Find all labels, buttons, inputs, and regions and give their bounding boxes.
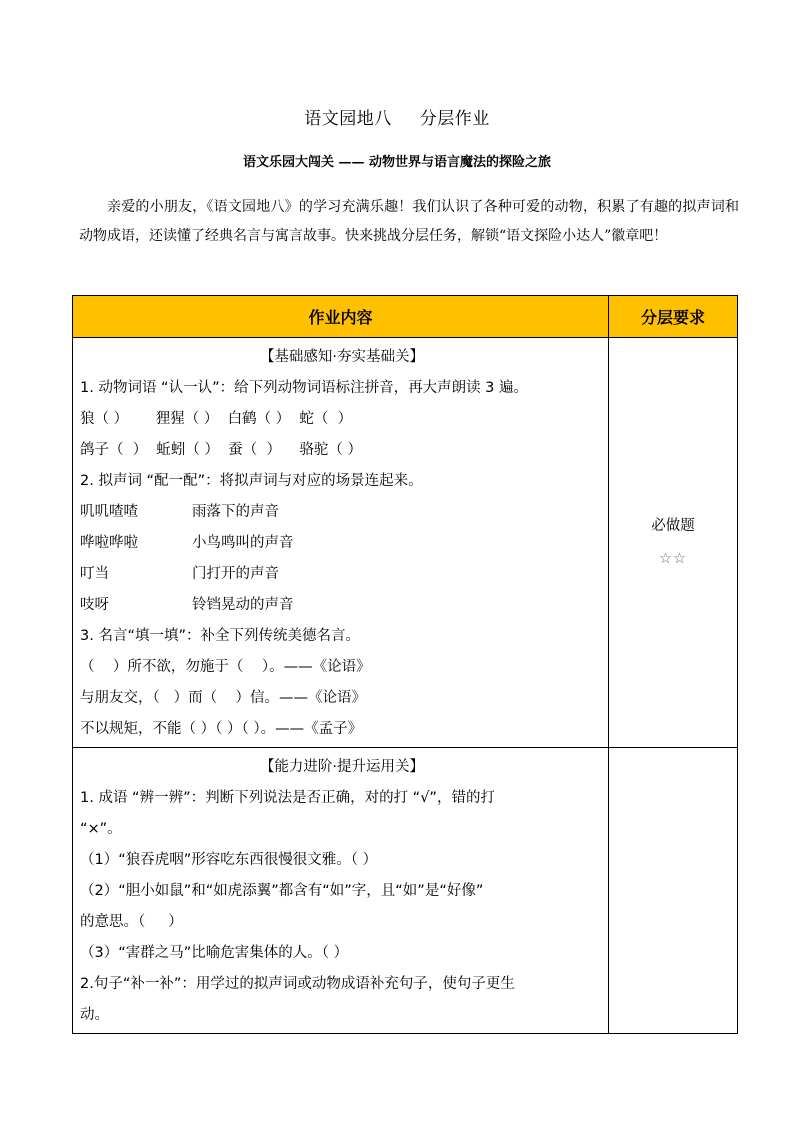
match-left: 叮当	[80, 566, 109, 582]
advanced-q1-item: 的意思。（ ）	[80, 914, 183, 930]
advanced-q1-line2: “×”。	[80, 821, 122, 837]
table-header-row	[73, 296, 738, 338]
match-right: 雨落下的声音	[192, 504, 279, 520]
match-pair	[80, 590, 604, 621]
basic-q1-row1: 狼（ ） 狸猩（ ） 白鹤（ ） 蛇（ ）	[80, 411, 353, 427]
basic-q3-line: （ ）所不欲，勿施于（ ）。——《论语》	[80, 659, 371, 675]
advanced-q1-line1: 1. 成语 “辨一辨”：判断下列说法是否正确，对的打 “√”，错的打	[80, 790, 495, 806]
homework-table	[72, 295, 738, 1034]
advanced-requirement	[609, 748, 738, 1034]
match-pair	[80, 497, 604, 528]
match-pair	[80, 528, 604, 559]
title-part2: 分层作业	[419, 109, 490, 129]
advanced-q1-item: （3）“害群之马”比喻危害集体的人。（ ）	[80, 945, 349, 961]
title-part1: 语文园地八	[304, 109, 392, 129]
basic-requirement	[609, 338, 737, 576]
star-rating: ☆☆	[659, 551, 687, 567]
basic-q3: 3. 名言“填一填”：补全下列传统美德名言。	[80, 628, 360, 644]
intro-paragraph: 亲爱的小朋友，《语文园地八》的学习充满乐趣！我们认识了各种可爱的动物，积累了有趣的拟声词和动物成语，还读懂了经典名言与寓言故事。快来挑战分层任务，解锁“语文探险小达人”徽章吧！	[79, 199, 739, 244]
advanced-q2-line1: 2.句子“补一补”：用学过的拟声词或动物成语补充句子，使句子更生	[80, 976, 515, 992]
basic-q3-line: 不以规矩，不能（ ）（ ）（ ）。——《孟子》	[80, 721, 363, 737]
basic-q2: 2. 拟声词 “配一配”：将拟声词与对应的场景连起来。	[80, 473, 423, 489]
advanced-q1-item: （1）“狼吞虎咽”形容吃东西很慢很文雅。（ ）	[80, 852, 378, 868]
match-left: 哗啦哗啦	[80, 535, 138, 551]
requirement-label: 必做题	[651, 518, 695, 534]
basic-section-title: 【基础感知·夯实基础关】	[259, 349, 425, 365]
header-requirement: 分层要求	[609, 296, 738, 338]
advanced-q1-item: （2）“胆小如鼠”和“如虎添翼”都含有“如”字，且“如”是“好像”	[80, 883, 484, 899]
match-left: 叽叽喳喳	[80, 504, 138, 520]
advanced-q2-line2: 动。	[80, 1007, 109, 1023]
basic-q1-row2: 鸽子（ ） 蚯蚓（ ） 蚕（ ） 骆驼（ ）	[80, 442, 363, 458]
match-right: 铃铛晃动的声音	[192, 597, 294, 613]
advanced-section-title: 【能力进阶·提升运用关】	[259, 759, 425, 775]
basic-q3-line: 与朋友交，（ ）而（ ）信。——《论语》	[80, 690, 367, 706]
page-title	[0, 104, 794, 129]
table-row-advanced	[73, 748, 738, 1034]
header-content: 作业内容	[73, 296, 609, 338]
match-left: 吱呀	[80, 597, 109, 613]
match-right: 小鸟鸣叫的声音	[192, 535, 294, 551]
match-pair	[80, 559, 604, 590]
table-row-basic	[73, 338, 738, 748]
match-right: 门打开的声音	[192, 566, 279, 582]
basic-q1: 1. 动物词语 “认一认”：给下列动物词语标注拼音，再大声朗读 3 遍。	[80, 380, 529, 396]
subtitle: 语文乐园大闯关 —— 动物世界与语言魔法的探险之旅	[242, 155, 552, 170]
basic-content	[73, 338, 608, 747]
advanced-content	[73, 748, 608, 1033]
